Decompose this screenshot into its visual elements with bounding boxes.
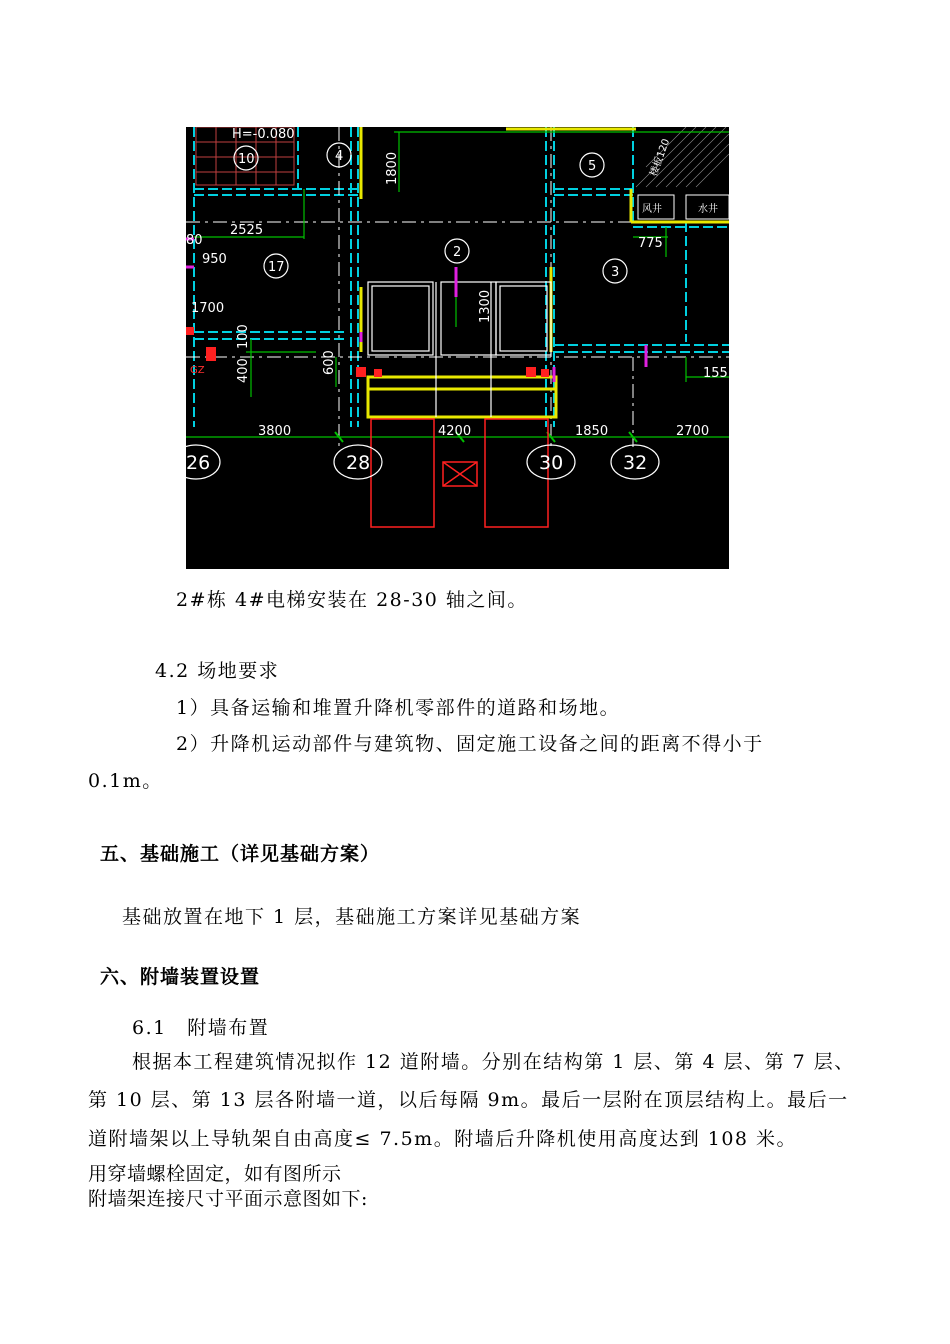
dim-1850: 1850 — [575, 424, 609, 439]
dim-80: 80 — [186, 233, 203, 248]
dim-2700: 2700 — [676, 424, 710, 439]
axis-label-26: 26 — [186, 452, 211, 474]
dim-3800: 3800 — [258, 424, 292, 439]
section-4-2-title: 4.2 场地要求 — [155, 660, 280, 682]
room-label-4: 4 — [335, 149, 344, 164]
section-6-1-title: 6.1 附墙布置 — [132, 1017, 270, 1039]
section-6-heading: 六、附墙装置设置 — [100, 966, 261, 988]
dim-1700: 1700 — [191, 301, 225, 316]
dim-1800: 1800 — [385, 151, 400, 185]
room-label-10: 10 — [238, 152, 255, 167]
room-label-3: 3 — [611, 265, 620, 280]
room-label-2: 2 — [453, 245, 462, 260]
dim-775: 775 — [638, 236, 663, 251]
dim-4200: 4200 — [438, 424, 472, 439]
section-6-para-line-1: 根据本工程建筑情况拟作 12 道附墙。分别在结构第 1 层、第 4 层、第 7 层、 — [132, 1051, 855, 1073]
well-label-left: 风井 — [642, 204, 662, 215]
room-label-5: 5 — [588, 159, 597, 174]
dim-155: 155 — [703, 366, 728, 381]
dim-600: 600 — [322, 350, 337, 375]
section-6-para-line-2: 第 10 层、第 13 层各附墙一道，以后每隔 9m。最后一层附在顶层结构上。最后一 — [88, 1089, 849, 1111]
axis-bubbles — [186, 445, 659, 479]
dim-100: 100 — [236, 324, 251, 349]
dim-400: 400 — [236, 358, 251, 383]
section-6-para-line-5: 附墙架连接尺寸平面示意图如下: — [88, 1188, 368, 1210]
room-circles — [234, 143, 627, 283]
slab-note: 楼板120 — [648, 137, 673, 179]
section-6-para-line-3: 道附墙架以上导轨架自由高度≤ 7.5m。附墙后升降机使用高度达到 108 米。 — [88, 1128, 798, 1150]
axis-label-30: 30 — [539, 452, 564, 474]
gz-label: GZ — [190, 365, 205, 376]
dim-1300: 1300 — [478, 289, 493, 323]
section-4-2-item-2: 2）升降机运动部件与建筑物、固定施工设备之间的距离不得小于 — [176, 733, 764, 755]
section-5-heading: 五、基础施工（详见基础方案） — [100, 843, 381, 865]
room-label-17: 17 — [268, 260, 285, 275]
elevator-shaft — [368, 282, 551, 417]
well-label-right: 水井 — [698, 204, 718, 215]
section-4-2-item-2-cont: 0.1m。 — [88, 770, 163, 792]
section-4-2-item-1: 1）具备运输和堆置升降机零部件的道路和场地。 — [176, 697, 621, 719]
axis-label-28: 28 — [346, 452, 371, 474]
cad-drawing — [186, 127, 729, 569]
section-6-para-line-4: 用穿墙螺栓固定，如有图所示 — [88, 1163, 342, 1185]
cad-floor-plan — [186, 127, 729, 569]
figure-caption: 2#栋 4#电梯安装在 28-30 轴之间。 — [176, 589, 528, 611]
axis-label-32: 32 — [623, 452, 648, 474]
dim-950: 950 — [202, 252, 227, 267]
section-5-text: 基础放置在地下 1 层，基础施工方案详见基础方案 — [122, 906, 582, 928]
elev-label: H=-0.080 — [232, 127, 295, 142]
dim-2525: 2525 — [230, 223, 264, 238]
hatch-slab — [636, 127, 729, 187]
magenta-marks — [186, 239, 646, 382]
